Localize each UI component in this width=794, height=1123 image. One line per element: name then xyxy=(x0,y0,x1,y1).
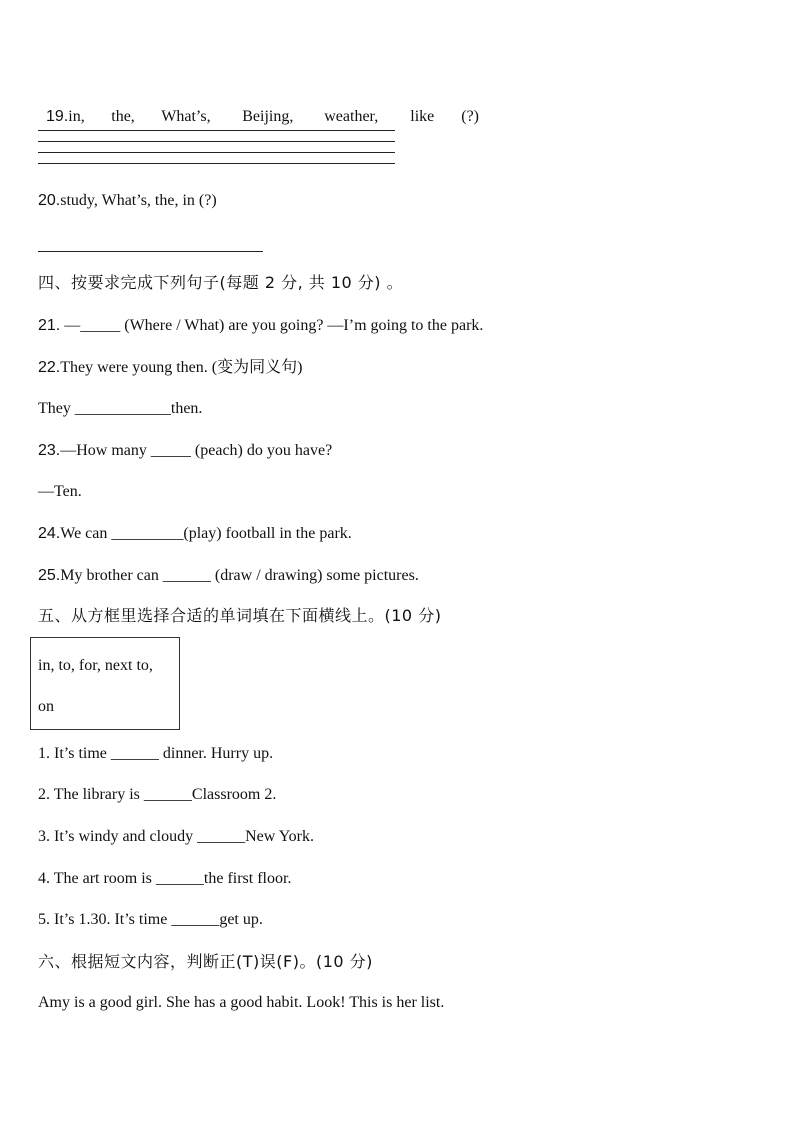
question-21 xyxy=(38,316,483,336)
passage-text: Amy is a good girl. She has a good habit. Look! This is her list. xyxy=(38,994,445,1011)
fill-item: 1. It’s time ______ dinner. Hurry up. xyxy=(38,745,274,762)
question-number: 23. xyxy=(38,442,61,459)
fill-item: 4. The art room is ______the first floor. xyxy=(38,870,292,887)
word: What’s, xyxy=(161,108,211,125)
answer-line[interactable] xyxy=(38,141,395,142)
word: in, xyxy=(68,108,85,125)
fill-item: 5. It’s 1.30. It’s time ______get up. xyxy=(38,911,263,928)
word: the, xyxy=(111,108,135,125)
section-title: 五、从方框里选择合适的单词填在下面横线上。(10 分) xyxy=(38,606,442,625)
word: weather, xyxy=(324,108,379,125)
fill-item: 2. The library is ______Classroom 2. xyxy=(38,786,277,803)
question-text: They were young then. (变为同义句) xyxy=(60,359,303,376)
question-number: 24. xyxy=(38,525,61,542)
question-number: 20. xyxy=(38,192,61,209)
word-bank-box xyxy=(30,637,180,730)
question-20 xyxy=(38,191,217,211)
word-bank-line: in, to, for, next to, xyxy=(38,657,153,674)
question-22 xyxy=(38,358,302,378)
question-text: My brother can ______ (draw / drawing) some pictures. xyxy=(60,567,419,584)
answer-line[interactable] xyxy=(38,163,395,164)
question-text: We can _________(play) football in the park. xyxy=(60,525,352,542)
word: like xyxy=(410,108,435,125)
question-23 xyxy=(38,441,332,461)
fill-item: 3. It’s windy and cloudy ______New York. xyxy=(38,828,314,845)
question-25 xyxy=(38,566,419,586)
question-text: —_____ (Where / What) are you going? —I’m going to the park. xyxy=(60,317,484,334)
question-19 xyxy=(38,87,479,127)
word: (?) xyxy=(461,108,480,125)
question-text: —How many _____ (peach) do you have? xyxy=(60,442,333,459)
question-number: 22. xyxy=(38,359,61,376)
answer-line-text: —Ten. xyxy=(38,483,82,500)
section-title: 四、按要求完成下列句子(每题 2 分, 共 10 分) 。 xyxy=(38,273,404,292)
question-number: 25. xyxy=(38,567,61,584)
question-24 xyxy=(38,524,352,544)
section-title: 六、根据短文内容，判断正(T)误(F)。(10 分) xyxy=(38,952,373,971)
question-text: study, What’s, the, in (?) xyxy=(60,192,217,209)
word-bank-line: on xyxy=(38,698,54,715)
answer-line-text[interactable]: They ____________then. xyxy=(38,400,203,417)
answer-line[interactable] xyxy=(38,251,263,252)
answer-line[interactable] xyxy=(38,130,395,131)
word: Beijing, xyxy=(242,108,294,125)
answer-line[interactable] xyxy=(38,152,395,153)
question-number: 21. xyxy=(38,317,61,334)
question-number: 19. xyxy=(46,108,69,125)
